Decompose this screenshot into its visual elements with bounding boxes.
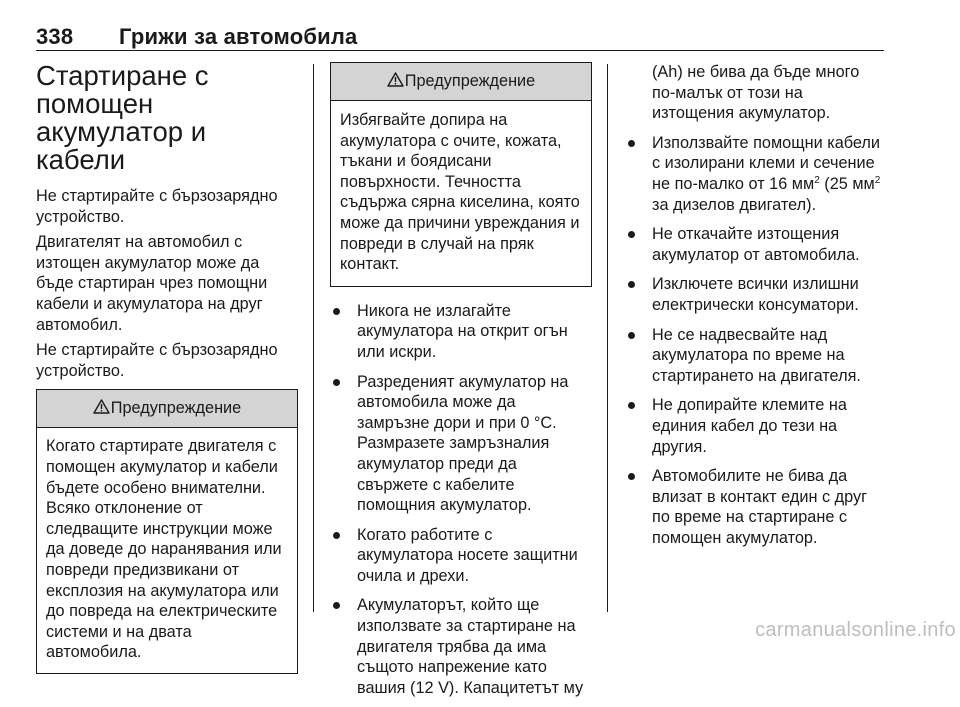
- list-item-text: Когато работите с акумулатора носете защитни очила и дрехи.: [357, 525, 578, 585]
- chapter-title: Грижи за автомобила: [119, 24, 358, 49]
- cable-text-part: за дизелов двигател).: [652, 195, 817, 214]
- page-number: 338: [36, 24, 74, 49]
- header-divider: [36, 50, 884, 51]
- list-item-text: Автомобилите не бива да влизат в контакт един с друг по време на стартиране с помощен акумулатор.: [652, 467, 868, 547]
- column-3: [625, 62, 887, 557]
- list-item-text: Не се надвесвайте над акумулатора по време на стартирането на двигателя.: [652, 325, 861, 385]
- section-title: Стартиране с помощен акумулатор и кабели: [36, 60, 209, 175]
- column-1: [36, 62, 298, 674]
- warning-box: [36, 389, 298, 674]
- page-header: [36, 22, 884, 52]
- list-item-text: Разреденият акумулатор на автомобила може да замръзне дори и при 0 °C. Размразете замръзналия акумулатор преди да свържете с кабелите помощния акумулатор.: [357, 372, 569, 515]
- column-2: [330, 62, 592, 707]
- bullet-icon: [628, 473, 635, 480]
- bullet-icon: [333, 308, 340, 315]
- bullet-icon: [628, 402, 635, 409]
- list-item-text: [652, 134, 880, 214]
- list-item: [330, 595, 592, 698]
- warning-text: Избягвайте допира на акумулатора с очите, кожата, тъкани и боядисани повърхности. Течността съдържа сярна киселина, която може да причини увреждания и повреди в случай на пряк контакт.: [340, 111, 580, 274]
- bullet-icon: [628, 231, 635, 238]
- warning-triangle-icon: [387, 72, 404, 87]
- superscript: 2: [814, 174, 820, 186]
- paragraph: Не стартирайте с бързозарядно устройство.: [36, 341, 278, 380]
- column-divider-1: [313, 64, 314, 612]
- list-item: [625, 133, 887, 215]
- list-item-text: Не откачайте изтощения акумулатор от автомобила.: [652, 225, 860, 264]
- column-divider-2: [607, 64, 608, 612]
- warning-box: [330, 62, 592, 287]
- cable-text-part: Използвайте помощни кабели с изолирани клеми и сечение не по-малко от 16 мм: [652, 133, 881, 193]
- list-item: [625, 325, 887, 387]
- warning-text: Когато стартирате двигателя с помощен акумулатор и кабели бъдете особено внимателни. Всяко отклонение от следващите инструкции може да доведе до наранявания или повреди предизвикани от експлозия на акумулатора или до повреда на електрическите системи и на двата автомобила.: [46, 437, 282, 662]
- bullet-list: [330, 301, 592, 699]
- cable-text-part: (25 мм: [819, 174, 875, 193]
- bullet-icon: [333, 379, 340, 386]
- list-item: [330, 525, 592, 587]
- list-item-text: Не допирайте клемите на единия кабел до тези на другия.: [652, 396, 847, 456]
- list-item: [625, 274, 887, 315]
- list-item-text: Никога не излагайте акумулатора на открит огън или искри.: [357, 301, 568, 361]
- paragraph: Двигателят на автомобил с изтощен акумулатор може да бъде стартиран чрез помощни кабели и акумулатора на друг автомобил.: [36, 233, 268, 334]
- list-item: [625, 395, 887, 457]
- warning-triangle-icon: [93, 399, 110, 414]
- bullet-icon: [333, 602, 340, 609]
- bullet-icon: [333, 532, 340, 539]
- list-item: [625, 466, 887, 548]
- warning-title: Предупреждение: [404, 72, 536, 90]
- warning-header: [37, 390, 297, 428]
- superscript: 2: [874, 174, 881, 186]
- list-item-text: Акумулаторът, който ще използвате за стартиране на двигателя трябва да има същото напрежение като вашия (12 V). Капацитетът му: [357, 596, 584, 697]
- list-item: [330, 372, 592, 516]
- list-item-text: Изключете всички излишни електрически консуматори.: [652, 275, 859, 314]
- bullet-icon: [628, 140, 635, 147]
- watermark: carmanualsonline.info: [755, 619, 956, 641]
- bullet-list: [625, 133, 887, 549]
- warning-header: [331, 63, 591, 101]
- bullet-icon: [628, 332, 635, 339]
- list-item: [330, 301, 592, 363]
- list-item: [625, 224, 887, 265]
- continued-text: (Ah) не бива да бъде много по-малък от този на изтощения акумулатор.: [652, 63, 860, 123]
- bullet-icon: [628, 281, 635, 288]
- warning-title: Предупреждение: [110, 399, 242, 418]
- paragraph: Не стартирайте с бързозарядно устройство.: [36, 187, 278, 226]
